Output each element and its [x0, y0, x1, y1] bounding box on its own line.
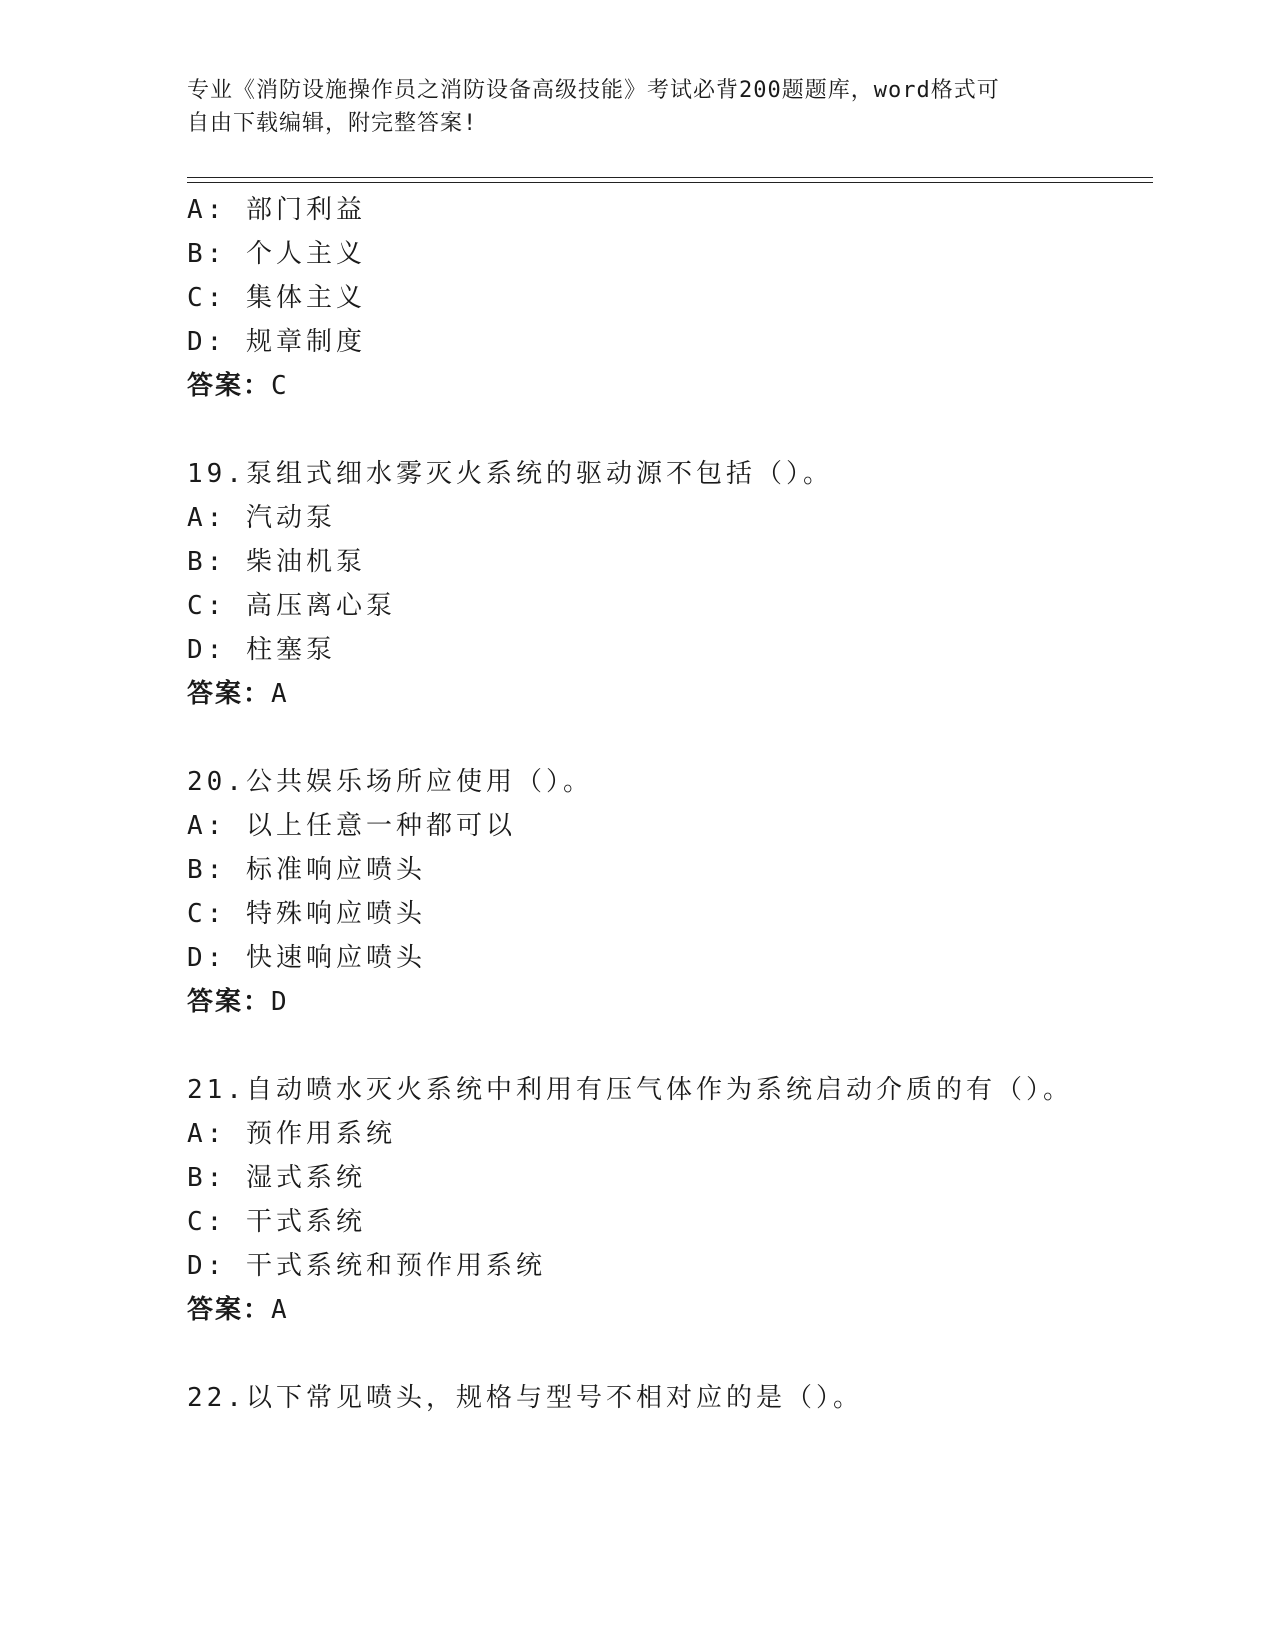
q21-option-a: A: 预作用系统	[187, 1119, 396, 1149]
q21-answer	[187, 1293, 289, 1327]
answer-label: 答案：	[187, 1295, 272, 1325]
q20-question: 20.公共娱乐场所应使用（）。	[187, 767, 593, 797]
answer-label: 答案：	[187, 371, 272, 401]
q19-answer	[187, 677, 289, 711]
header-line-1: 专业《消防设施操作员之消防设备高级技能》考试必背200题题库，word格式可	[187, 78, 1000, 103]
q20-option-c: C: 特殊响应喷头	[187, 899, 426, 929]
q19-question: 19.泵组式细水雾灭火系统的驱动源不包括（）。	[187, 459, 833, 489]
q19-option-b: B: 柴油机泵	[187, 547, 366, 577]
header-divider-top	[187, 177, 1153, 178]
answer-value: A	[271, 1295, 289, 1325]
q20-option-d: D: 快速响应喷头	[187, 943, 426, 973]
header-divider-bottom	[187, 182, 1153, 183]
q18-option-d: D: 规章制度	[187, 327, 366, 357]
answer-label: 答案：	[187, 679, 272, 709]
answer-value: C	[271, 371, 289, 401]
q20-answer	[187, 985, 289, 1019]
q21-question: 21.自动喷水灭火系统中利用有压气体作为系统启动介质的有（）。	[187, 1075, 1073, 1105]
answer-value: A	[271, 679, 289, 709]
header-line-2: 自由下载编辑，附完整答案!	[187, 111, 478, 136]
q18-option-b: B: 个人主义	[187, 239, 366, 269]
q21-option-c: C: 干式系统	[187, 1207, 366, 1237]
q19-option-a: A: 汽动泵	[187, 503, 336, 533]
q18-option-c: C: 集体主义	[187, 283, 366, 313]
q19-option-c: C: 高压离心泵	[187, 591, 396, 621]
q20-option-a: A: 以上任意一种都可以	[187, 811, 516, 841]
q22-question: 22.以下常见喷头，规格与型号不相对应的是（）。	[187, 1383, 863, 1413]
q18-answer	[187, 369, 289, 403]
document-header	[187, 74, 1087, 140]
answer-label: 答案：	[187, 987, 272, 1017]
q19-option-d: D: 柱塞泵	[187, 635, 336, 665]
answer-value: D	[271, 987, 289, 1017]
q20-option-b: B: 标准响应喷头	[187, 855, 426, 885]
q18-option-a: A: 部门利益	[187, 195, 366, 225]
q21-option-b: B: 湿式系统	[187, 1163, 366, 1193]
q21-option-d: D: 干式系统和预作用系统	[187, 1251, 546, 1281]
